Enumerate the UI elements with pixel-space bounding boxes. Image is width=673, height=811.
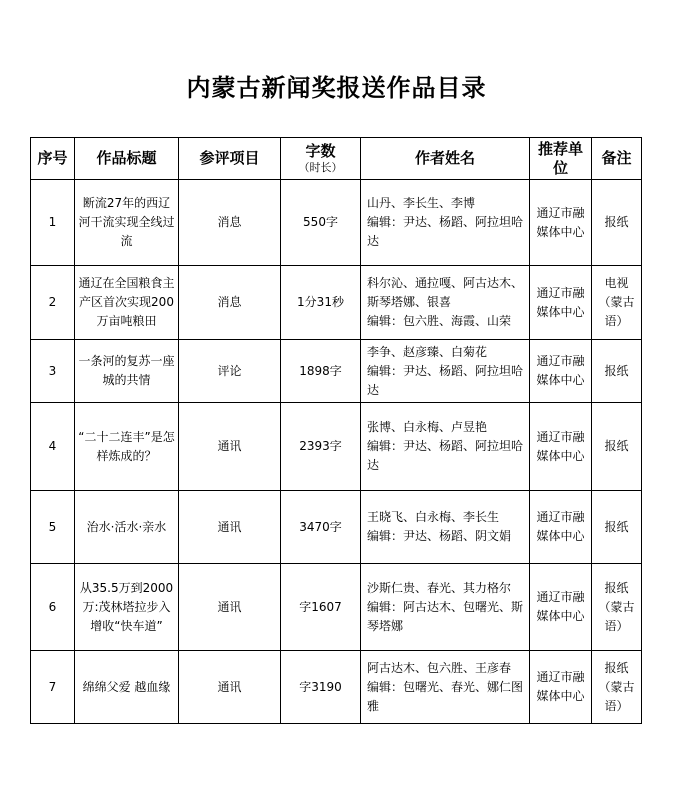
table-row xyxy=(31,340,642,403)
editors-line: 编辑：尹达、杨蹈、阴文娟 xyxy=(367,529,512,543)
editors-line: 编辑：包曙光、春光、娜仁图雅 xyxy=(367,679,524,713)
header-row xyxy=(31,138,642,180)
cell-authors xyxy=(361,564,530,651)
authors-line: 阿古达木、包六胜、王彦春 xyxy=(367,660,512,675)
header-note: 备注 xyxy=(592,138,642,180)
cell-category: 消息 xyxy=(179,180,281,266)
cell-title: 从35.5万到2000万:茂林塔拉步入增收“快车道” xyxy=(75,564,179,651)
cell-title: 通辽在全国粮食主产区首次实现200万亩吨粮田 xyxy=(75,266,179,340)
cell-recommender: 通辽市融媒体中心 xyxy=(530,491,592,564)
cell-no: 1 xyxy=(31,180,75,266)
cell-authors xyxy=(361,651,530,724)
cell-no: 4 xyxy=(31,403,75,491)
header-count xyxy=(281,138,361,180)
cell-count: 3470字 xyxy=(281,491,361,564)
cell-title: 治水·活水·亲水 xyxy=(75,491,179,564)
cell-category: 评论 xyxy=(179,340,281,403)
works-table xyxy=(30,137,642,724)
cell-recommender: 通辽市融媒体中心 xyxy=(530,266,592,340)
header-count-label: 字数 xyxy=(305,142,336,160)
cell-authors xyxy=(361,403,530,491)
authors-line: 沙斯仁贵、春光、其力格尔 xyxy=(367,580,512,595)
cell-note: 报纸（蒙古语） xyxy=(592,651,642,724)
cell-no: 6 xyxy=(31,564,75,651)
cell-recommender: 通辽市融媒体中心 xyxy=(530,403,592,491)
cell-count: 550字 xyxy=(281,180,361,266)
cell-note: 报纸 xyxy=(592,340,642,403)
cell-count: 1898字 xyxy=(281,340,361,403)
cell-category: 通讯 xyxy=(179,651,281,724)
cell-recommender: 通辽市融媒体中心 xyxy=(530,564,592,651)
authors-line: 科尔沁、通拉嘎、阿古达木、斯琴塔娜、银喜 xyxy=(367,276,524,309)
cell-title: 一条河的复苏一座城的共情 xyxy=(75,340,179,403)
table-row xyxy=(31,564,642,651)
cell-recommender: 通辽市融媒体中心 xyxy=(530,180,592,266)
table-row xyxy=(31,491,642,564)
cell-note: 电视（蒙古语） xyxy=(592,266,642,340)
table-row xyxy=(31,651,642,724)
cell-category: 通讯 xyxy=(179,491,281,564)
table-row xyxy=(31,403,642,491)
cell-note: 报纸（蒙古语） xyxy=(592,564,642,651)
table-row xyxy=(31,180,642,266)
cell-authors xyxy=(361,266,530,340)
authors-line: 李争、赵彦臻、白菊花 xyxy=(367,344,488,359)
cell-recommender: 通辽市融媒体中心 xyxy=(530,340,592,403)
cell-no: 7 xyxy=(31,651,75,724)
editors-line: 编辑：阿古达木、包曙光、斯琴塔娜 xyxy=(367,599,524,633)
cell-note: 报纸 xyxy=(592,491,642,564)
cell-no: 3 xyxy=(31,340,75,403)
editors-line: 编辑：尹达、杨蹈、阿拉坦哈达 xyxy=(367,439,524,472)
header-count-sub: （时长） xyxy=(298,161,343,174)
header-recommender: 推荐单位 xyxy=(530,138,592,180)
cell-count: 字1607 xyxy=(281,564,361,651)
cell-authors xyxy=(361,340,530,403)
header-category: 参评项目 xyxy=(179,138,281,180)
cell-count: 字3190 xyxy=(281,651,361,724)
header-title: 作品标题 xyxy=(75,138,179,180)
cell-note: 报纸 xyxy=(592,180,642,266)
cell-title: 断流27年的西辽河干流实现全线过流 xyxy=(75,180,179,266)
cell-title: 绵绵父爱 越血缘 xyxy=(75,651,179,724)
cell-authors xyxy=(361,180,530,266)
cell-no: 2 xyxy=(31,266,75,340)
editors-line: 编辑：尹达、杨蹈、阿拉坦哈达 xyxy=(367,215,524,248)
cell-title: “二十二连丰”是怎样炼成的？ xyxy=(75,403,179,491)
editors-line: 编辑：包六胜、海霞、山荣 xyxy=(367,314,512,328)
authors-line: 王晓飞、白永梅、李长生 xyxy=(367,510,500,524)
cell-authors xyxy=(361,491,530,564)
header-authors: 作者姓名 xyxy=(361,138,530,180)
authors-line: 山丹、李长生、李博 xyxy=(367,196,476,210)
cell-count: 1分31秒 xyxy=(281,266,361,340)
cell-no: 5 xyxy=(31,491,75,564)
cell-category: 通讯 xyxy=(179,564,281,651)
authors-line: 张博、白永梅、卢昱艳 xyxy=(367,420,488,434)
header-no: 序号 xyxy=(31,138,75,180)
cell-recommender: 通辽市融媒体中心 xyxy=(530,651,592,724)
cell-note: 报纸 xyxy=(592,403,642,491)
cell-category: 消息 xyxy=(179,266,281,340)
editors-line: 编辑：尹达、杨蹈、阿拉坦哈达 xyxy=(367,363,524,397)
table-row xyxy=(31,266,642,340)
page-title: 内蒙古新闻奖报送作品目录 xyxy=(186,74,487,102)
cell-category: 通讯 xyxy=(179,403,281,491)
cell-count: 2393字 xyxy=(281,403,361,491)
